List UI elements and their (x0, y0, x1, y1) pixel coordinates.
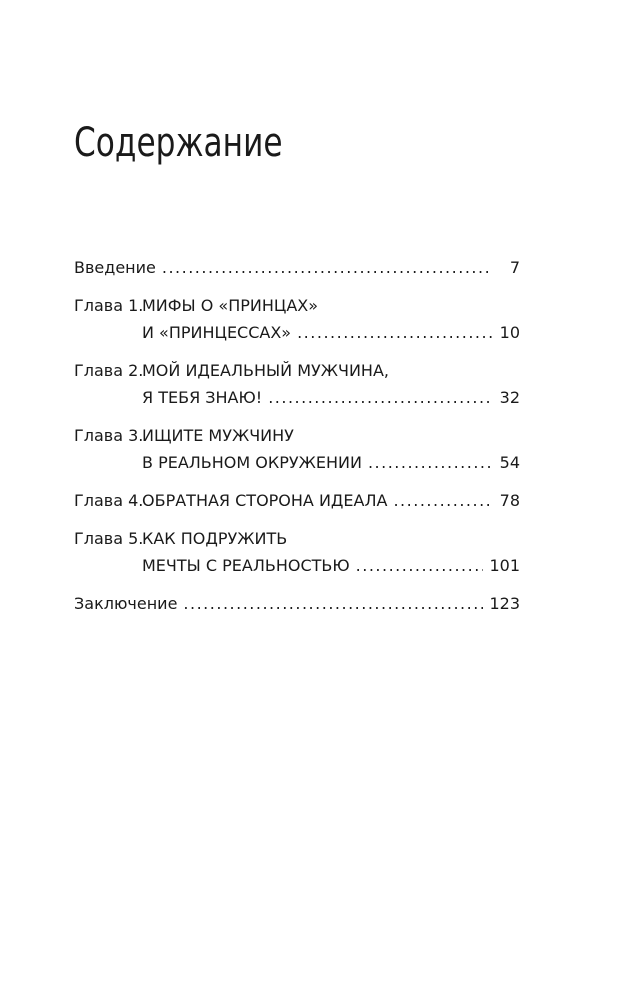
dot-leader (162, 254, 492, 281)
chapter-title-line: МОЙ ИДЕАЛЬНЫЙ МУЖЧИНА, (142, 361, 389, 380)
dot-leader (183, 590, 483, 617)
chapter-number: Глава 4. (74, 491, 144, 510)
page-number: 10 (499, 323, 520, 342)
page-number: 78 (499, 491, 520, 510)
dot-leader (297, 319, 492, 346)
chapter-title-line: И «ПРИНЦЕССАХ» (142, 323, 292, 342)
chapter-number: Глава 1. (74, 296, 144, 315)
page-number: 7 (509, 258, 520, 277)
chapter-title-line: В РЕАЛЬНОМ ОКРУЖЕНИИ (142, 453, 362, 472)
toc-entry-chapter-5[interactable] (74, 525, 520, 579)
toc-entry-chapter-2[interactable] (74, 357, 520, 411)
toc-entry-label: Заключение (74, 594, 178, 613)
table-of-contents (74, 254, 520, 628)
page-title: Содержание (74, 120, 283, 166)
page-number: 101 (489, 556, 520, 575)
dot-leader (368, 449, 492, 476)
dot-leader (356, 552, 484, 579)
chapter-number: Глава 3. (74, 426, 144, 445)
chapter-number: Глава 5. (74, 529, 144, 548)
chapter-title-line: ИЩИТЕ МУЖЧИНУ (142, 426, 294, 445)
toc-entry-chapter-3[interactable] (74, 422, 520, 476)
page-number: 54 (499, 453, 520, 472)
dot-leader (393, 487, 492, 514)
chapter-title-line: КАК ПОДРУЖИТЬ (142, 529, 288, 548)
dot-leader (268, 384, 492, 411)
chapter-number: Глава 2. (74, 361, 144, 380)
page-number: 32 (499, 388, 520, 407)
toc-entry-conclusion[interactable] (74, 590, 520, 617)
toc-entry-introduction[interactable] (74, 254, 520, 281)
toc-entry-label: Введение (74, 258, 156, 277)
toc-entry-chapter-1[interactable] (74, 292, 520, 346)
chapter-title-line: ОБРАТНАЯ СТОРОНА ИДЕАЛА (142, 491, 388, 510)
chapter-title-line: МИФЫ О «ПРИНЦАХ» (142, 296, 319, 315)
toc-entry-chapter-4[interactable] (74, 487, 520, 514)
chapter-title-line: МЕЧТЫ С РЕАЛЬНОСТЬЮ (142, 556, 350, 575)
page-number: 123 (489, 594, 520, 613)
chapter-title-line: Я ТЕБЯ ЗНАЮ! (142, 388, 263, 407)
